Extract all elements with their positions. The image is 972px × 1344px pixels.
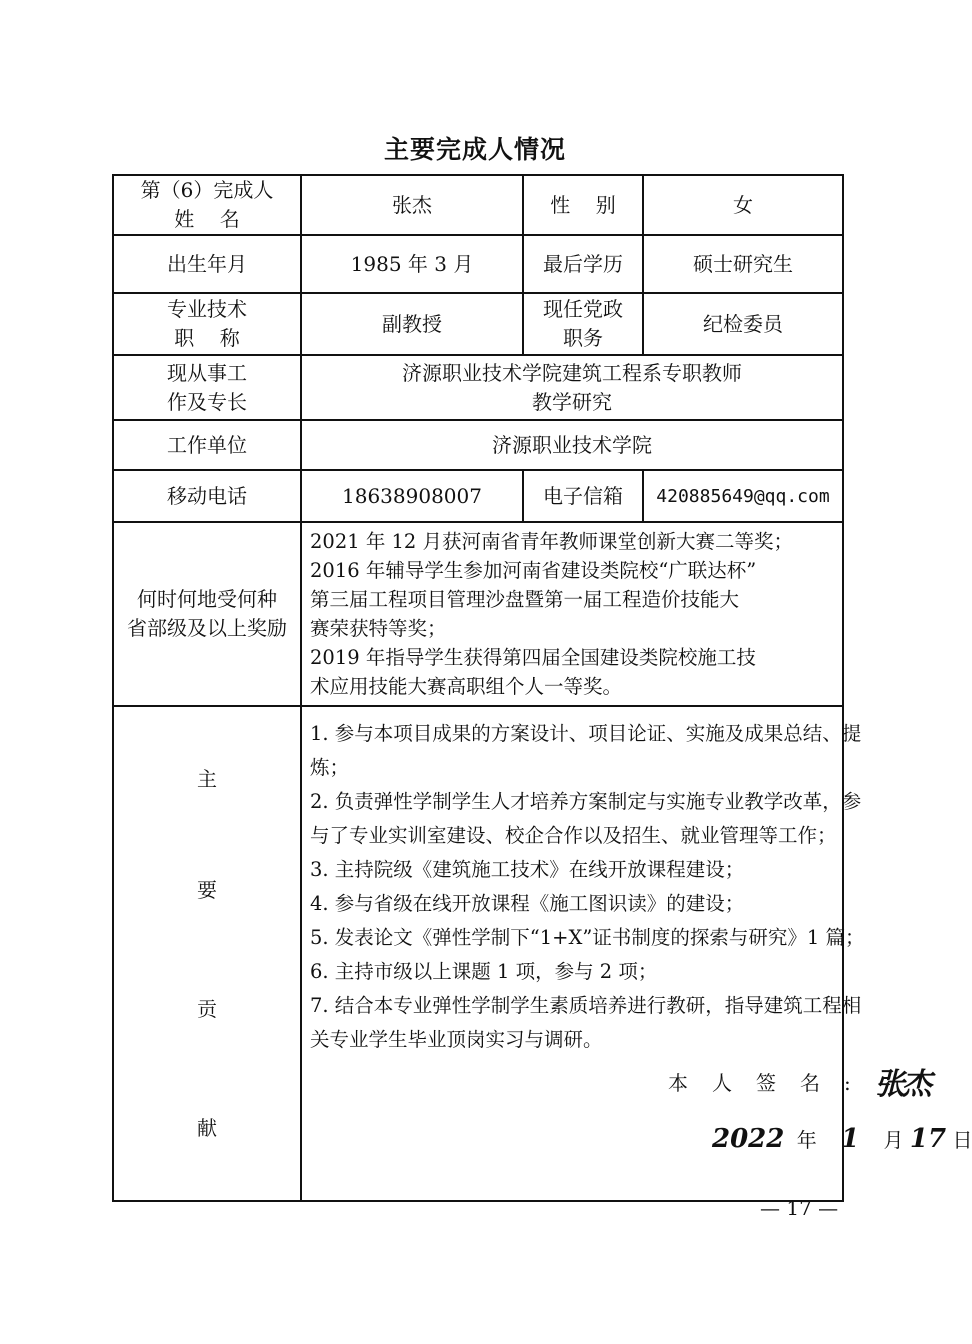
page-title: 主要完成人情况 [383, 135, 566, 164]
post-label: 现任党政 职务 [523, 293, 643, 355]
award-line: 第三届工程项目管理沙盘暨第一届工程造价技能大 [310, 588, 740, 611]
contribution-line: 炼； [310, 756, 350, 779]
prof-title-value: 副教授 [301, 293, 523, 355]
award-line: 2021 年 12 月获河南省青年教师课堂创新大赛二等奖； [310, 530, 794, 553]
date-year-unit: 年 [796, 1128, 817, 1152]
unit-label: 工作单位 [113, 420, 301, 470]
contribution-label: 主 要 贡 献 [113, 706, 301, 1201]
unit-value: 济源职业技术学院 [301, 420, 843, 470]
date-day-unit: 日 [952, 1128, 972, 1152]
contribution-line: 与了专业实训室建设、校企合作以及招生、就业管理等工作； [310, 824, 837, 847]
completer-info-table [112, 174, 972, 1202]
gender-label: 性 别 [523, 175, 643, 235]
award-line: 2019 年指导学生获得第四届全国建设类院校施工技 [310, 646, 756, 669]
prof-title-label: 专业技术 职 称 [113, 293, 301, 355]
contribution-line: 2. 负责弹性学制学生人才培养方案制定与实施专业教学改革，参 [310, 790, 862, 813]
email-value: 420885649@qq.com [643, 470, 843, 522]
contribution-content [301, 706, 972, 1201]
signature-row [668, 1067, 929, 1102]
date-month-unit: 月 [883, 1128, 904, 1152]
birth-label: 出生年月 [113, 235, 301, 293]
email-label: 电子信箱 [523, 470, 643, 522]
work-value: 济源职业技术学院建筑工程系专职教师 教学研究 [301, 355, 843, 420]
contribution-line: 1. 参与本项目成果的方案设计、项目论证、实施及成果总结、提 [310, 722, 862, 745]
awards-list [301, 522, 843, 706]
date-year: 2022 [712, 1124, 785, 1154]
rank-name-label: 第（6）完成人 姓 名 [113, 175, 301, 235]
education-value: 硕士研究生 [643, 235, 843, 293]
name-value: 张杰 [301, 175, 523, 235]
post-value: 纪检委员 [643, 293, 843, 355]
work-label: 现从事工 作及专长 [113, 355, 301, 420]
contribution-line: 5. 发表论文《弹性学制下“1+X”证书制度的探索与研究》1 篇； [310, 926, 865, 949]
phone-value: 18638908007 [301, 470, 523, 522]
contribution-line: 6. 主持市级以上课题 1 项，参与 2 项； [310, 960, 658, 983]
birth-value: 1985 年 3 月 [301, 235, 523, 293]
date-month: 1 [841, 1124, 860, 1154]
education-label: 最后学历 [523, 235, 643, 293]
contribution-line: 7. 结合本专业弹性学制学生素质培养进行教研，指导建筑工程相 [310, 994, 862, 1017]
handwritten-signature: 张杰 [874, 1067, 929, 1102]
page-number: — 17 — [760, 1196, 839, 1220]
award-line: 术应用技能大赛高职组个人一等奖。 [310, 675, 623, 698]
phone-label: 移动电话 [113, 470, 301, 522]
gender-value: 女 [643, 175, 843, 235]
award-line: 赛荣获特等奖； [310, 617, 447, 640]
awards-label: 何时何地受何种 省部级及以上奖励 [113, 522, 301, 706]
signature-label: 本人签名: [668, 1071, 875, 1095]
contribution-line: 关专业学生毕业顶岗实习与调研。 [310, 1028, 603, 1051]
signature-date [712, 1125, 972, 1155]
award-line: 2016 年辅导学生参加河南省建设类院校“广联达杯” [310, 559, 757, 582]
contribution-line: 4. 参与省级在线开放课程《施工图识读》的建设； [310, 892, 745, 915]
date-day: 17 [909, 1124, 947, 1154]
contribution-line: 3. 主持院级《建筑施工技术》在线开放课程建设； [310, 858, 745, 881]
